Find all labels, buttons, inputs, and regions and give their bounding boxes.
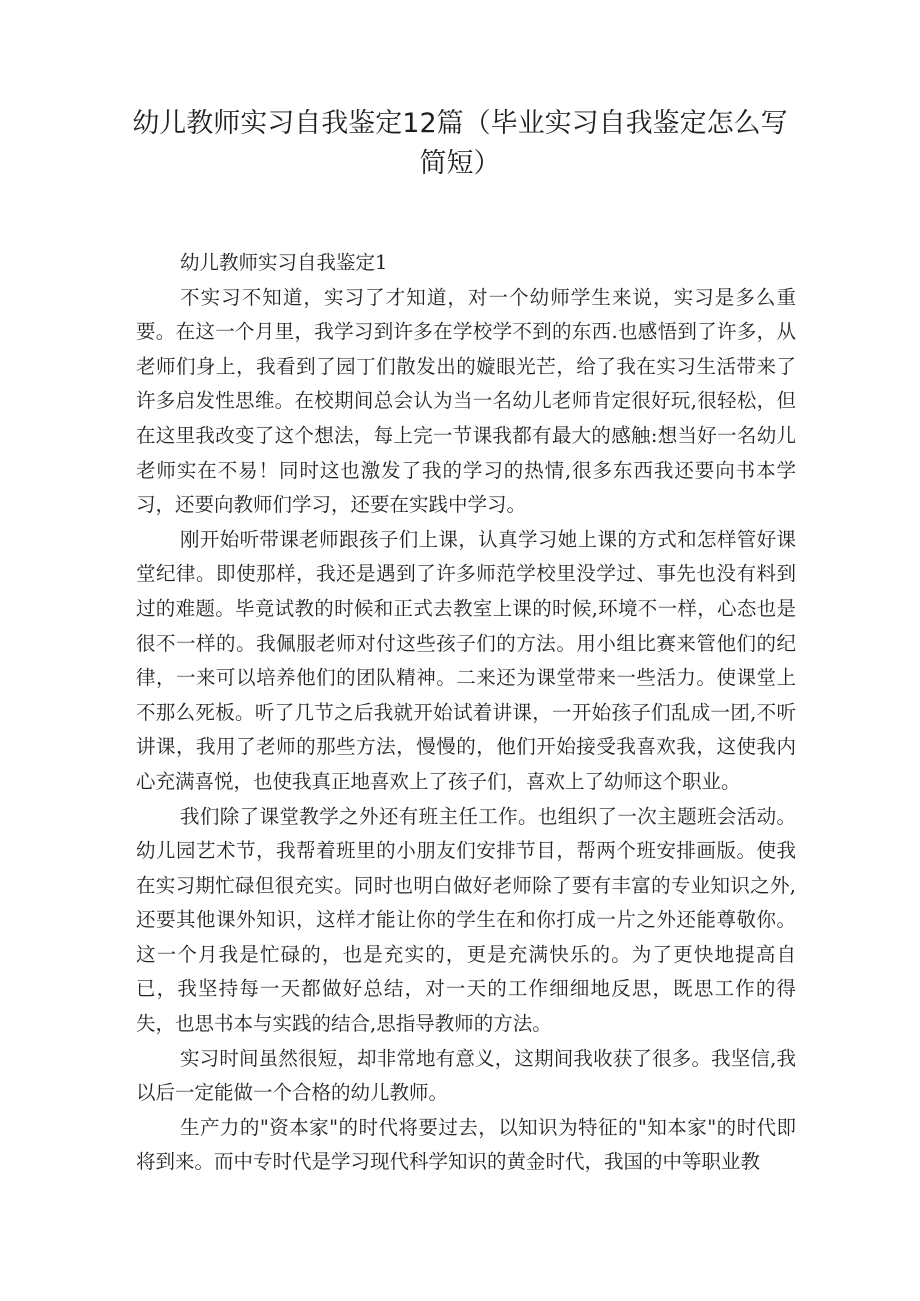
paragraph-2: 刚开始听带课老师跟孩子们上课，认真学习她上课的方式和怎样管好课堂纪律。即使那样，我还是遇到了许多师范学校里没学过、事先也没有料到过的难题。毕竟试教的时候和正式去教室上课的时候,环境不一样，心态也是很不一样的。我佩服老师对付这些孩子们的方法。用小组比赛来管他们的纪律，一来可以培养他们的团队精神。二来还为课堂带来一些活力。使课堂上不那么死板。听了几节之后我就开始试着讲课，一开始孩子们乱成一团,不听讲课，我用了老师的那些方法，慢慢的，他们开始接受我喜欢我，这使我内心充满喜悦，也使我真正地喜欢上了孩子们，喜欢上了幼师这个职业。 xyxy=(136,527,796,793)
paragraph-4: 实习时间虽然很短，却非常地有意义，这期间我收获了很多。我坚信,我以后一定能做一个合格的幼儿教师。 xyxy=(136,1046,796,1105)
paragraph-1: 不实习不知道，实习了才知道，对一个幼师学生来说，实习是多么重要。在这一个月里，我学习到许多在学校学不到的东西.也感悟到了许多，从老师们身上，我看到了园丁们散发出的嫙眼光芒，给了我在实习生活带来了许多启发性思维。在校期间总会认为当一名幼儿老师肯定很好玩,很轻松，但在这里我改变了这个想法，每上完一节课我都有最大的感触:想当好一名幼儿老师实在不易！同时这也激发了我的学习的热情,很多东西我还要向书本学习，还要向教师们学习，还要在实践中学习。 xyxy=(136,285,796,517)
document-title: 幼儿教师实习自我鉴定12篇（毕业实习自我鉴定怎么写简短） xyxy=(132,108,788,179)
paragraph-3: 我们除了课堂教学之外还有班主任工作。也组织了一次主题班会活动。幼儿园艺术节，我帮着班里的小朋友们安排节目，帮两个班安排画版。使我在实习期忙碌但很充实。同时也明白做好老师除了要有丰富的专业知识之外,还要其他课外知识，这样才能让你的学生在和你打成一片之外还能尊敬你。这一个月我是忙碌的，也是充实的，更是充满快乐的。为了更快地提高自已，我坚持每一天都做好总结，对一天的工作细细地反思，既思工作的得失，也思书本与实践的结合,思指导教师的方法。 xyxy=(136,804,796,1036)
document-body xyxy=(136,246,796,1180)
paragraph-5: 生产力的"资本家"的时代将要过去，以知识为特征的"知本家"的时代即将到来。而中专时代是学习现代科学知识的黄金时代，我国的中等职业教 xyxy=(136,1115,796,1174)
section-heading: 幼儿教师实习自我鉴定1 xyxy=(180,251,388,274)
